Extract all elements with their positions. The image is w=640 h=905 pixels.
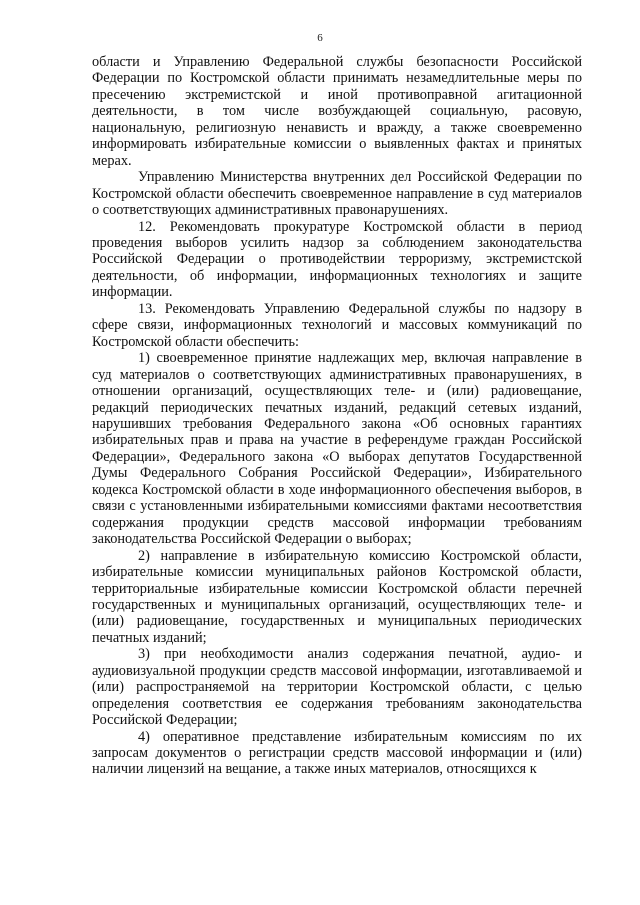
paragraph-subitem-2: 2) направление в избирательную комиссию Костромской области, избирательные комиссии муниципальных районов Костромской области, территориальные избирательные комиссии Костромской области перечней государственных и муниципальных организаций, осуществляющих теле- и (или) радиовещание, государственных и муниципальных периодических печатных изданий; — [92, 547, 582, 646]
document-body — [92, 54, 582, 778]
paragraph-subitem-3: 3) при необходимости анализ содержания печатной, аудио- и аудиовизуальной продукции средств массовой информации, изготавливаемой и (или) распространяемой на территории Костромской области, с целью определения соответствия ее содержания требованиям законодательства Российской Федерации; — [92, 646, 582, 729]
paragraph-subitem-1: 1) своевременное принятие надлежащих мер, включая направление в суд материалов о соответствующих административных правонарушениях, в отношении организаций, осуществляющих теле- и (или) радиовещание, редакций периодических печатных изданий, редакций сетевых изданий, нарушивших требования Федерального закона «Об основных гарантиях избирательных прав и права на участие в референдуме граждан Российской Федерации», Федерального закона «О выборах депутатов Государственной Думы Федерального Собрания Российской Федерации», Избирательного кодекса Костромской области в ходе информационного обеспечения выборов, в связи с установленными избирательными комиссиями фактами несоответствия содержания продукции средств массовой информации требованиям законодательства Российской Федерации о выборах; — [92, 350, 582, 548]
paragraph-mvd: Управлению Министерства внутренних дел Российской Федерации по Костромской области обеспечить своевременное направление в суд материалов о соответствующих административных правонарушениях. — [92, 169, 582, 219]
paragraph-item-13: 13. Рекомендовать Управлению Федеральной службы по надзору в сфере связи, информационных технологий и массовых коммуникаций по Костромской области обеспечить: — [92, 300, 582, 350]
paragraph-item-12: 12. Рекомендовать прокуратуре Костромской области в период проведения выборов усилить надзор за соблюдением законодательства Российской Федерации о противодействии терроризму, экстремистской деятельности, об информации, информационных технологиях и защите информации. — [92, 218, 582, 301]
paragraph-continuation: области и Управлению Федеральной службы безопасности Российской Федерации по Костромской области принимать незамедлительные меры по пресечению экстремистской и иной противоправной агитационной деятельности, в том числе возбуждающей социальную, расовую, национальную, религиозную ненависть и вражду, а также своевременно информировать избирательные комиссии о выявленных фактах и принятых мерах. — [92, 54, 582, 169]
paragraph-subitem-4: 4) оперативное представление избирательным комиссиям по их запросам документов о регистрации средств массовой информации и (или) наличии лицензий на вещание, а также иных материалов, относящихся к — [92, 728, 582, 778]
page-number: 6 — [317, 32, 323, 44]
